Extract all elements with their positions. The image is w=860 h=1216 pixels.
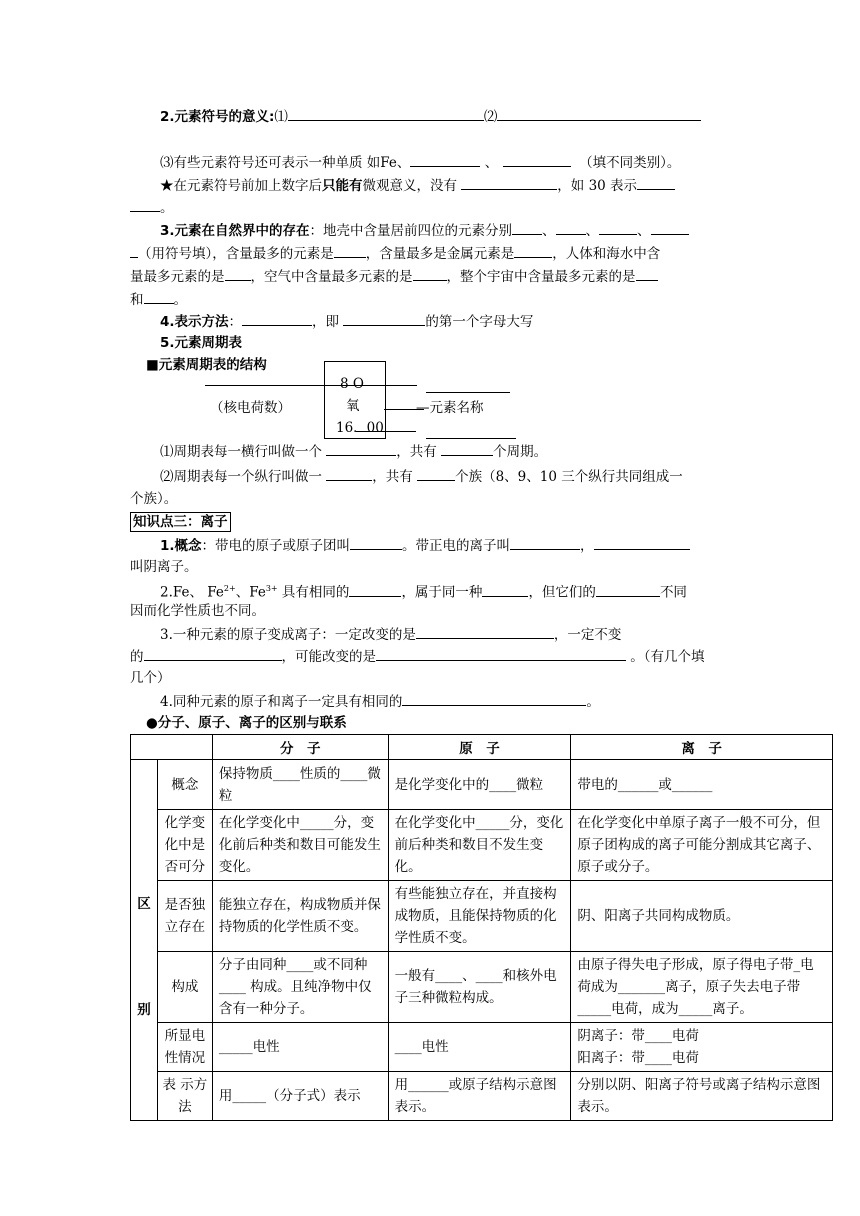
row-label: 构成 <box>157 952 212 1023</box>
blank[interactable] <box>144 646 282 661</box>
s2-star-line <box>160 175 675 196</box>
blank[interactable] <box>130 197 160 212</box>
cell-molecule: _____电性 <box>212 1023 388 1072</box>
k3-c3d: ，可能改变的是 <box>281 649 376 665</box>
cell-atomic-number: 8 O <box>340 376 364 392</box>
blank[interactable] <box>510 535 580 550</box>
row-label: 是否独立存在 <box>157 881 212 952</box>
s5-p1a: ⑴周期表每一横行叫做一个 <box>160 444 322 460</box>
k3-c4 <box>160 691 600 712</box>
blank[interactable] <box>497 106 701 121</box>
blank[interactable] <box>512 220 542 235</box>
s2-line1 <box>160 106 701 127</box>
k3-c1d: 叫阴离子。 <box>130 559 198 575</box>
blank[interactable] <box>596 582 660 597</box>
k3-c1b: 。带正电的离子叫 <box>402 538 511 554</box>
k3-c2a: 2.Fe、 Fe <box>160 584 224 601</box>
table-header-row <box>131 735 833 760</box>
row-label: 化学变化中是否可分 <box>157 810 212 881</box>
blank[interactable] <box>482 582 528 597</box>
group-bottom: 别 <box>137 1002 151 1018</box>
k3-c4b: 。 <box>586 694 600 710</box>
blank[interactable] <box>503 152 571 167</box>
k3-c1-label: 1.概念 <box>160 538 202 554</box>
s5-p1c: 个周期。 <box>493 444 548 460</box>
k3-c2 <box>160 579 687 603</box>
cell-atom: ____电性 <box>388 1023 571 1072</box>
blank[interactable] <box>288 106 484 121</box>
leader-line-bot <box>356 431 416 432</box>
blank[interactable] <box>225 266 251 281</box>
k3-c3-line2 <box>130 646 705 667</box>
group-label <box>131 760 158 1121</box>
k3-c2c: 具有相同的 <box>277 584 350 601</box>
blank-right-bot[interactable] <box>426 438 516 439</box>
s3-label: 3.元素在自然界中的存在 <box>160 223 310 239</box>
s3-t4: ，人体和海水中含 <box>552 246 661 262</box>
k3-c2f: 不同 <box>659 584 687 601</box>
s5-p2 <box>160 466 683 487</box>
k3-c3a: 3.一种元素的原子变成离子：一定改变的是 <box>160 627 416 643</box>
s3-line4 <box>130 289 187 310</box>
k3-c3c: 的 <box>130 649 144 665</box>
k3-c3b: ，一定不变 <box>553 627 622 643</box>
blank[interactable] <box>514 243 552 258</box>
cell-atom: 在化学变化中_____分，变化前后种类和数目不发生变化。 <box>388 810 571 881</box>
cell-ion: 由原子得失电子形成，原子得电子带_电荷成为_______离子，原子失去电子带_____电荷，成为_____离子。 <box>571 952 833 1023</box>
k3-c3 <box>160 624 621 645</box>
s3-t8: 和 <box>130 292 144 308</box>
blank[interactable] <box>350 535 402 550</box>
s5-p1 <box>160 441 547 462</box>
blank-left-top[interactable] <box>205 385 289 386</box>
cell-atom: 一般有____、____和核外电子三种微粒构成。 <box>388 952 571 1023</box>
blank[interactable] <box>417 466 455 481</box>
blank[interactable] <box>651 220 689 235</box>
table-title <box>146 713 347 733</box>
comparison-table <box>130 734 833 1121</box>
left-note: （核电荷数） <box>210 400 291 416</box>
s5-p1b: ，共有 <box>396 444 437 460</box>
blank[interactable] <box>402 691 586 706</box>
k3-heading-text: 知识点三：离子 <box>133 514 228 530</box>
k3-c2e: ，但它们的 <box>528 584 596 601</box>
table-row <box>131 881 833 952</box>
table-row <box>131 1023 833 1072</box>
s5-struct <box>146 355 267 375</box>
cell-molecule: 保持物质____性质的____微粒 <box>212 760 388 810</box>
s2-star-a: ★在元素符号前加上数字后 <box>160 178 322 194</box>
s3-t2: （用符号填），含量最多的元素是 <box>138 246 334 262</box>
cell-element-name: 氧 <box>346 398 360 414</box>
blank[interactable] <box>376 646 626 661</box>
s5-p2a: ⑵周期表每一个纵行叫做一 <box>160 469 322 485</box>
s2-m2: ⑵ <box>483 109 498 125</box>
blank[interactable] <box>144 289 174 304</box>
blank[interactable] <box>343 311 425 326</box>
s2-star-c: 微观意义，没有 <box>362 178 457 194</box>
k3-c4a: 4.同种元素的原子和离子一定具有相同的 <box>160 694 403 710</box>
cell-molecule: 在化学变化中_____分，变化前后种类和数目可能发生变化。 <box>212 810 388 881</box>
row-label: 表 示方 法 <box>157 1072 212 1121</box>
blank[interactable] <box>594 535 690 550</box>
s5-label: 5.元素周期表 <box>160 335 243 351</box>
k3-c3f: 几个） <box>130 670 171 686</box>
k3-heading <box>130 512 231 532</box>
blank[interactable] <box>461 175 557 190</box>
cell-ion: 分别以阴、阳离子符号或离子结构示意图表示。 <box>571 1072 833 1121</box>
k3-c2g: 因而化学性质也不同。 <box>130 603 265 619</box>
header-molecule: 分 子 <box>212 735 388 760</box>
k3-c3e: 。（有几个填 <box>630 649 705 665</box>
s3-line1: 3.元素在自然界中的存在：地壳中含量居前四位的元素分别 、 、 、 <box>160 220 689 241</box>
blank[interactable] <box>636 266 658 281</box>
cell-ion: 阴、阳离子共同构成物质。 <box>571 881 833 952</box>
s2-star-b: 只能有 <box>322 178 363 194</box>
cell-atom: 用______或原子结构示意图表示。 <box>388 1072 571 1121</box>
s3-line3 <box>130 266 658 287</box>
blank[interactable] <box>130 243 138 258</box>
s5-p2c: 个族（8、9、10 三个纵行共同组成一 <box>455 469 683 485</box>
s2-star-d: ，如 30 表示 <box>557 178 638 194</box>
header-ion: 离 子 <box>571 735 833 760</box>
s3-t1: ：地壳中含量居前四位的元素分别 <box>309 223 513 239</box>
k3-c1c: ， <box>580 538 594 554</box>
s4-t3: 的第一个字母大写 <box>425 314 534 330</box>
s5-p2d: 个族）。 <box>130 491 178 507</box>
row-label: 概念 <box>157 760 212 810</box>
cell-ion: 在化学变化中单原子离子一般不可分，但原子团构成的离子可能分割成其它离子、原子或分子。 <box>571 810 833 881</box>
blank[interactable] <box>599 220 637 235</box>
table-title-text: ●分子、原子、离子的区别与联系 <box>146 715 347 731</box>
s2-tail3: （填不同类别）。 <box>579 155 681 171</box>
blank[interactable] <box>637 175 675 190</box>
table-row <box>131 760 833 810</box>
k3-c1a: ：带电的原子或原子团叫 <box>201 538 351 554</box>
blank[interactable] <box>410 152 480 167</box>
k3-c1 <box>160 535 690 556</box>
header-blank <box>131 735 213 760</box>
s5-p2b: ，共有 <box>372 469 413 485</box>
s2-star-end: 。 <box>160 200 174 216</box>
blank[interactable] <box>556 220 586 235</box>
blank[interactable] <box>242 311 312 326</box>
header-atom: 原 子 <box>388 735 571 760</box>
k3-c2-sup1: 2+ <box>223 584 236 593</box>
s4-line <box>160 311 533 332</box>
s3-line2 <box>130 243 660 264</box>
blank[interactable] <box>413 266 447 281</box>
right-note: —元素名称 <box>416 400 484 416</box>
s5-struct-text: ■元素周期表的结构 <box>146 357 267 373</box>
s2-sep: 、 <box>484 155 499 171</box>
s4-t1: ： <box>228 314 243 330</box>
k3-c2-sup2: 3+ <box>265 584 278 593</box>
cell-ion: 阴离子：带____电荷 阳离子：带____电荷 <box>571 1023 833 1072</box>
s2-m1: ⑴ <box>274 109 288 125</box>
k3-c2d: ，属于同一种 <box>401 584 483 601</box>
table-row <box>131 1072 833 1121</box>
cell-molecule: 分子由同种____或不同种____ 构成。且纯净物中仅含有一种分子。 <box>212 952 388 1023</box>
s3-t9: 。 <box>173 292 187 308</box>
group-top: 区 <box>137 896 151 912</box>
table-row <box>131 810 833 881</box>
s3-t3: ，含量最多是金属元素是 <box>365 246 515 262</box>
s4-label: 4.表示方法 <box>160 314 229 330</box>
blank[interactable] <box>326 466 372 481</box>
blank-right-top[interactable] <box>426 392 510 393</box>
s2-star-line2 <box>130 197 174 218</box>
table-row <box>131 952 833 1023</box>
row-label: 所显电性情况 <box>157 1023 212 1072</box>
cell-atom: 有些能独立存在，并直接构成物质，且能保持物质的化学性质不变。 <box>388 881 571 952</box>
s4-t2: ，即 <box>312 314 340 330</box>
blank[interactable] <box>326 441 396 456</box>
blank[interactable] <box>416 624 554 639</box>
cell-atomic-mass: 16．00 <box>336 420 384 436</box>
s2-line3 <box>160 152 680 173</box>
s3-t7: ，整个宇宙中含量最多元素的是 <box>446 269 636 285</box>
cell-molecule: 用_____（分子式）表示 <box>212 1072 388 1121</box>
blank[interactable] <box>349 582 401 597</box>
k3-c2b: 、Fe <box>235 584 266 601</box>
cell-molecule: 能独立存在，构成物质并保持物质的化学性质不变。 <box>212 881 388 952</box>
s2-line3-text: ⑶有些元素符号还可表示一种单质 如Fe、 <box>160 155 411 171</box>
s2-label: 2.元素符号的意义: <box>160 109 275 125</box>
blank[interactable] <box>334 243 366 258</box>
cell-atom: 是化学变化中的____微粒 <box>388 760 571 810</box>
s3-t5: 量最多元素的是 <box>130 269 225 285</box>
blank[interactable] <box>441 441 493 456</box>
cell-ion: 带电的______或______ <box>571 760 833 810</box>
s3-t6: ，空气中含量最多元素的是 <box>250 269 413 285</box>
s5-heading <box>160 333 242 353</box>
leader-line-top <box>289 385 417 386</box>
